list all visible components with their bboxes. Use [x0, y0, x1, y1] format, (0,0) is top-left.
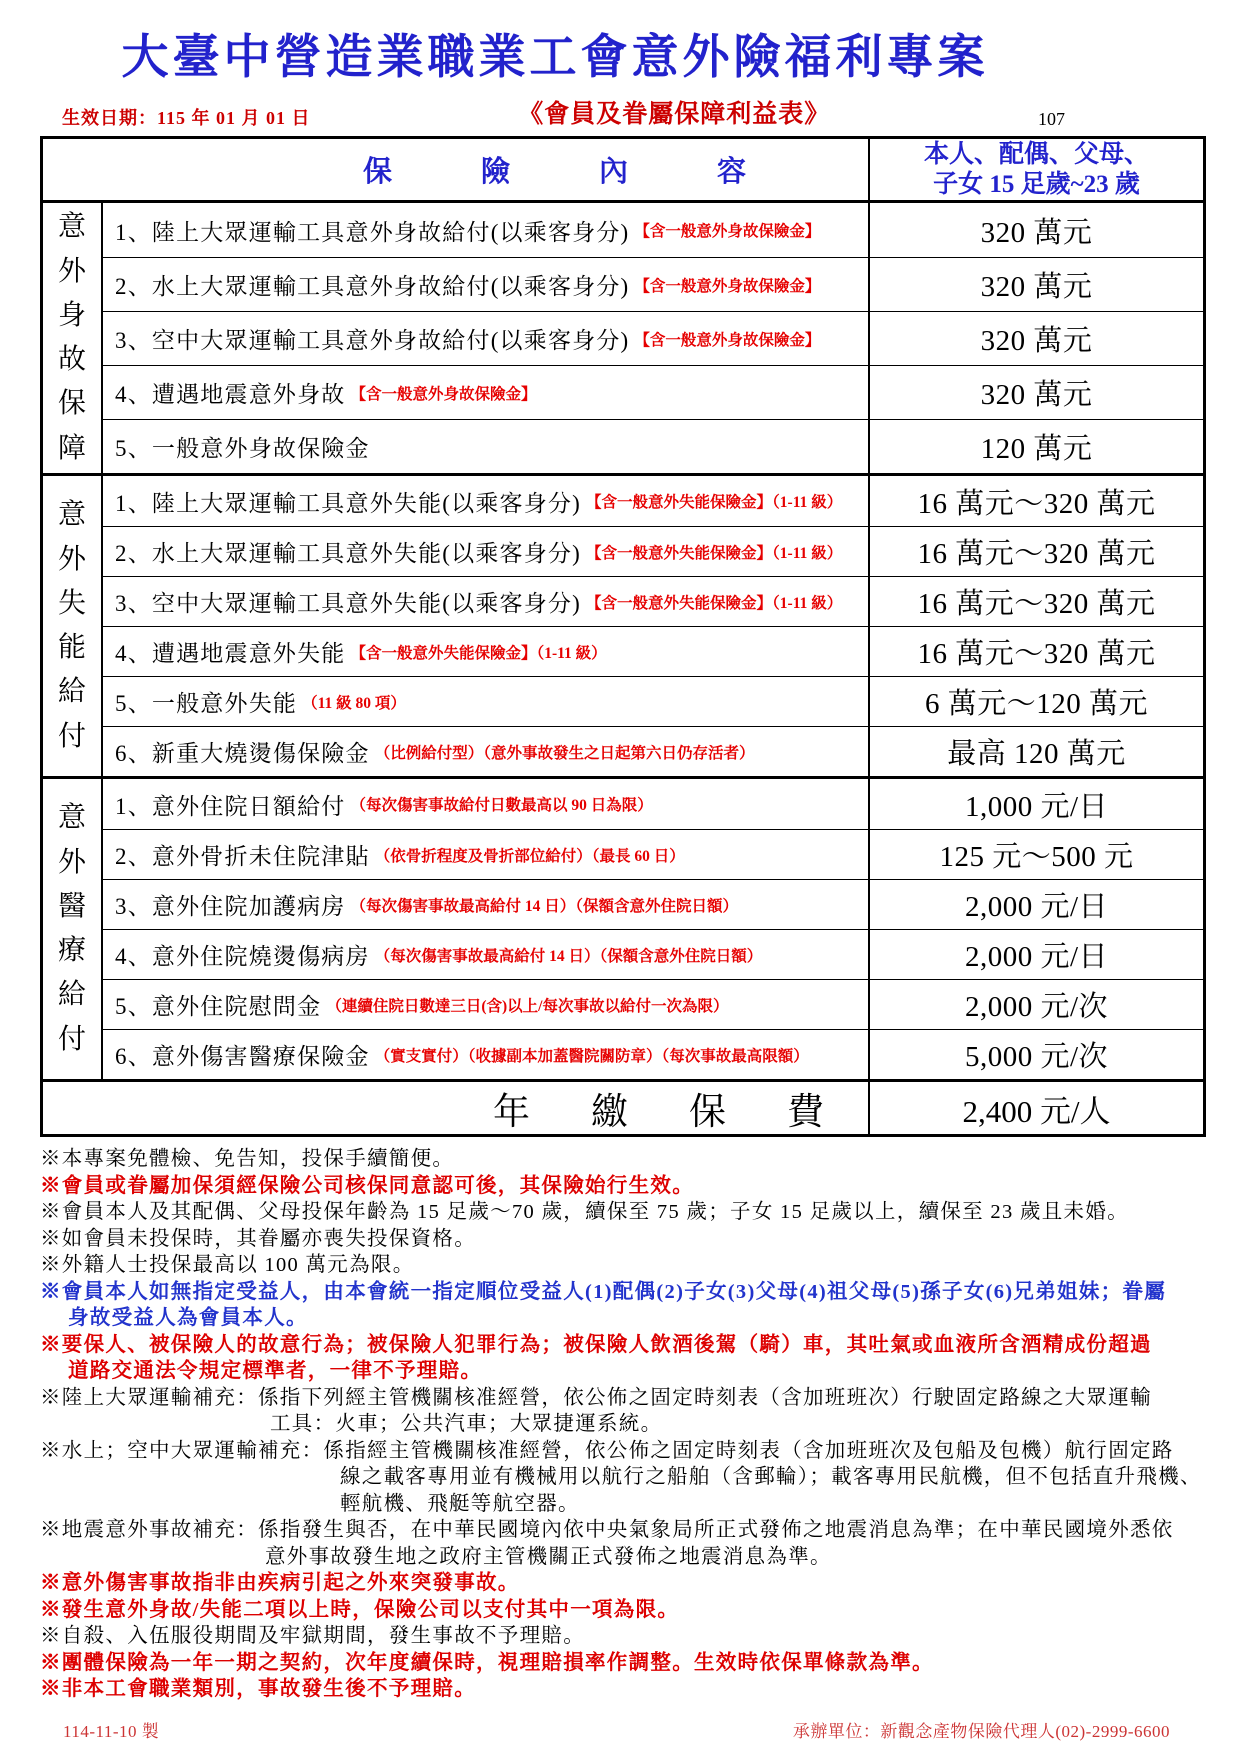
row-annotation: （每次傷害事故最高給付 14 日）（保額含意外住院日額） — [350, 897, 739, 915]
note: ※會員或眷屬加保須經保險公司核保同意認可後，其保險始行生效。 — [40, 1174, 694, 1197]
table-row — [103, 626, 1203, 676]
section-rows — [103, 203, 1203, 473]
row-annotation: （實支實付）（收據副本加蓋醫院關防章）（每次事故最高限額） — [374, 1047, 809, 1065]
row-annotation: 【含一般意外失能保險金】（1-11 級） — [586, 594, 843, 612]
section-rows — [103, 779, 1203, 1079]
table-row — [103, 726, 1203, 776]
note: ※如會員未投保時，其眷屬亦喪失投保資格。 — [40, 1227, 476, 1250]
row-value: 16 萬元～320 萬元 — [868, 577, 1203, 626]
section-rows — [103, 476, 1203, 776]
effective-date: 生效日期：115 年 01 月 01 日 — [62, 108, 311, 129]
annual-premium-row — [43, 1082, 1203, 1134]
row-text: 3、意外住院加護病房 — [115, 894, 346, 920]
row-value: 2,000 元/日 — [868, 930, 1203, 979]
section-category-label: 意外失能給付 — [57, 499, 86, 752]
table-row — [103, 257, 1203, 311]
section-category-label: 意外醫療給付 — [57, 802, 86, 1055]
row-text: 6、意外傷害醫療保險金 — [115, 1044, 370, 1070]
row-value: 16 萬元～320 萬元 — [868, 527, 1203, 576]
table-row — [103, 1029, 1203, 1079]
row-annotation: 【含一般意外身故保險金】 — [350, 385, 537, 403]
row-text: 4、意外住院燒燙傷病房 — [115, 944, 370, 970]
row-value: 1,000 元/日 — [868, 779, 1203, 829]
note: ※本專案免體檢、免告知，投保手續簡便。 — [40, 1148, 455, 1171]
table-row — [103, 419, 1203, 473]
table-row — [103, 676, 1203, 726]
row-value: 6 萬元～120 萬元 — [868, 677, 1203, 726]
row-annotation: 【含一般意外身故保險金】 — [634, 331, 821, 349]
section-accidental-disability — [43, 476, 1203, 779]
row-annotation: （每次傷害事故給付日數最高以 90 日為限） — [350, 797, 653, 815]
row-value: 320 萬元 — [868, 258, 1203, 311]
note: ※陸上大眾運輸補充：係指下列經主管機關核准經營，依公佈之固定時刻表（含加班班次）行駛固定路線之大眾運輸 工具：火車；公共汽車；大眾捷運系統。 — [40, 1386, 1152, 1436]
page-number: 107 — [1038, 109, 1065, 130]
note: ※發生意外身故/失能二項以上時，保險公司以支付其中一項為限。 — [40, 1598, 680, 1621]
table-row — [103, 929, 1203, 979]
row-text: 5、一般意外身故保險金 — [115, 436, 370, 462]
subtitle-row — [62, 94, 1065, 130]
table-row — [103, 829, 1203, 879]
note: ※自殺、入伍服役期間及牢獄期間，發生事故不予理賠。 — [40, 1625, 585, 1648]
section-category-cell — [43, 779, 103, 1079]
table-row — [103, 311, 1203, 365]
section-category-label: 意外身故保障 — [57, 211, 86, 464]
row-value: 最高 120 萬元 — [868, 727, 1203, 776]
row-text: 3、空中大眾運輸工具意外失能(以乘客身分) — [115, 591, 582, 617]
row-text: 4、遭遇地震意外失能 — [115, 641, 346, 667]
notes-list — [40, 1146, 1210, 1703]
row-value: 125 元～500 元 — [868, 830, 1203, 879]
table-row — [103, 526, 1203, 576]
row-text: 2、意外骨折未住院津貼 — [115, 844, 370, 870]
row-text: 6、新重大燒燙傷保險金 — [115, 741, 370, 767]
row-text: 5、意外住院慰問金 — [115, 994, 322, 1020]
insured-line-1: 本人、配偶、父母、 — [923, 140, 1149, 168]
section-accidental-medical — [43, 779, 1203, 1082]
row-annotation: 【含一般意外身故保險金】 — [634, 277, 821, 295]
row-value: 320 萬元 — [868, 203, 1203, 257]
table-row — [103, 779, 1203, 829]
table-row — [103, 879, 1203, 929]
note: ※外籍人士投保最高以 100 萬元為限。 — [40, 1254, 415, 1277]
note: ※意外傷害事故指非由疾病引起之外來突發事故。 — [40, 1572, 520, 1595]
agency-contact: 承辦單位：新觀念產物保險代理人(02)-2999-6600 — [792, 1721, 1170, 1741]
row-text: 1、意外住院日額給付 — [115, 793, 346, 819]
row-text: 2、水上大眾運輸工具意外身故給付(以乘客身分) — [115, 274, 630, 300]
row-text: 2、水上大眾運輸工具意外失能(以乘客身分) — [115, 541, 582, 567]
table-row — [103, 979, 1203, 1029]
row-value: 120 萬元 — [868, 420, 1203, 473]
section-category-cell — [43, 476, 103, 776]
row-annotation: （11 級 80 項） — [302, 694, 406, 712]
note: ※非本工會職業類別，事故發生後不予理賠。 — [40, 1678, 476, 1701]
row-value: 320 萬元 — [868, 366, 1203, 419]
row-annotation: （連續住院日數達三日(含)以上/每次事故以給付一次為限） — [326, 997, 729, 1015]
note: ※會員本人及其配偶、父母投保年齡為 15 足歲～70 歲，續保至 75 歲；子女 15 足歲以上，續保至 23 歲且未婚。 — [40, 1201, 1129, 1224]
column-header-insured — [868, 139, 1203, 200]
section-accidental-death — [43, 203, 1203, 476]
row-annotation: 【含一般意外失能保險金】（1-11 級） — [350, 644, 607, 662]
table-row — [103, 203, 1203, 257]
row-annotation: 【含一般意外失能保險金】（1-11 級） — [586, 494, 843, 512]
table-header-row — [43, 139, 1203, 203]
table-row — [103, 365, 1203, 419]
row-text: 1、陸上大眾運輸工具意外失能(以乘客身分) — [115, 490, 582, 516]
row-value: 5,000 元/次 — [868, 1030, 1203, 1079]
footer-row — [63, 1717, 1170, 1742]
annual-premium-value: 2,400 元/人 — [868, 1082, 1203, 1134]
note: ※水上；空中大眾運輸補充：係指經主管機關核准經營，依公佈之固定時刻表（含加班班次及包船及包機）航行固定路 線之載客專用並有機械用以航行之船舶（含郵輪）；載客專用民航機，但不包括直升飛機、 輕航機、飛艇等航空器。 — [40, 1439, 1202, 1515]
print-date: 114-11-10 製 — [63, 1721, 160, 1741]
annual-premium-label: 年 繳 保 費 — [493, 1092, 836, 1134]
row-annotation: 【含一般意外失能保險金】（1-11 級） — [586, 544, 843, 562]
row-value: 2,000 元/日 — [868, 880, 1203, 929]
note: ※會員本人如無指定受益人，由本會統一指定順位受益人(1)配偶(2)子女(3)父母(4)祖父母(5)孫子女(6)兄弟姐妹；眷屬 身故受益人為會員本人。 — [40, 1280, 1167, 1330]
note: ※地震意外事故補充：係指發生與否，在中華民國境內依中央氣象局所正式發佈之地震消息為準；在中華民國境外悉依 意外事故發生地之政府主管機關正式發佈之地震消息為準。 — [40, 1519, 1174, 1568]
row-text: 4、遭遇地震意外身故 — [115, 382, 346, 408]
page-title: 大臺中營造業職業工會意外險福利專案 — [121, 32, 989, 84]
table-row — [103, 576, 1203, 626]
subtitle: 《會員及眷屬保障利益表》 — [518, 101, 831, 129]
row-annotation: （每次傷害事故最高給付 14 日）（保額含意外住院日額） — [374, 947, 763, 965]
note: ※團體保險為一年一期之契約，次年度續保時，視理賠損率作調整。生效時依保單條款為準。 — [40, 1651, 934, 1674]
row-text: 3、空中大眾運輸工具意外身故給付(以乘客身分) — [115, 328, 630, 354]
row-value: 2,000 元/次 — [868, 980, 1203, 1029]
insured-line-2: 子女 15 足歲~23 歲 — [933, 170, 1140, 198]
row-text: 1、陸上大眾運輸工具意外身故給付(以乘客身分) — [115, 219, 630, 245]
row-annotation: 【含一般意外身故保險金】 — [634, 223, 821, 241]
row-value: 16 萬元～320 萬元 — [868, 476, 1203, 526]
column-header-coverage: 保 險 內 容 — [363, 156, 777, 189]
row-text: 5、一般意外失能 — [115, 691, 298, 717]
section-category-cell — [43, 203, 103, 473]
row-value: 16 萬元～320 萬元 — [868, 627, 1203, 676]
row-annotation: （比例給付型）（意外事故發生之日起第六日仍存活者） — [374, 744, 755, 762]
note: ※要保人、被保險人的故意行為；被保險人犯罪行為；被保險人飲酒後駕（騎）車，其吐氣或血液所含酒精成份超過 道路交通法令規定標準者，一律不予理賠。 — [40, 1333, 1152, 1383]
row-annotation: （依骨折程度及骨折部位給付）（最長 60 日） — [374, 847, 685, 865]
row-value: 320 萬元 — [868, 312, 1203, 365]
benefit-table — [40, 136, 1206, 1137]
table-row — [103, 476, 1203, 526]
